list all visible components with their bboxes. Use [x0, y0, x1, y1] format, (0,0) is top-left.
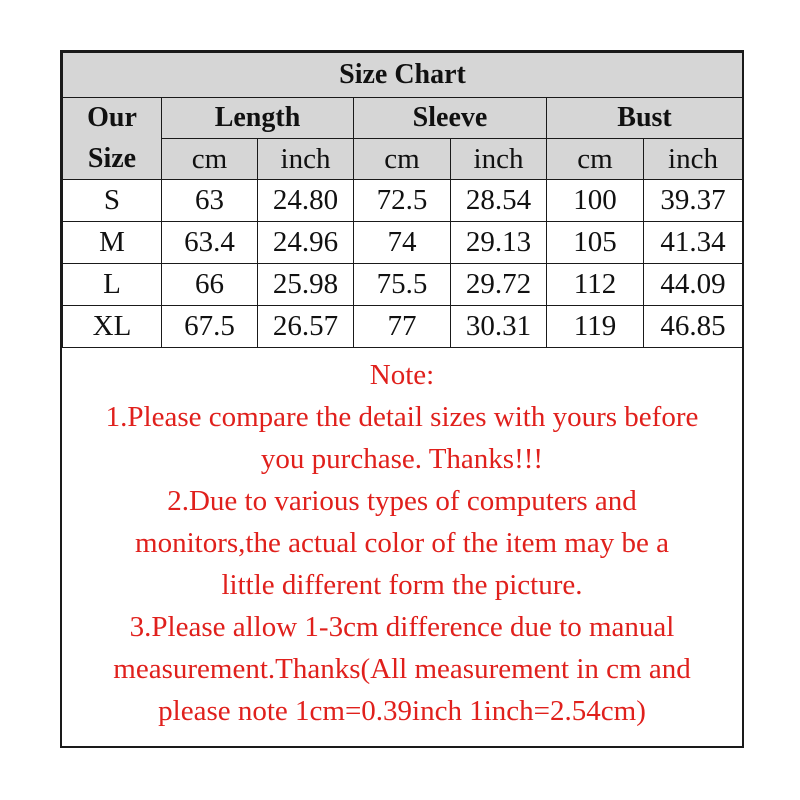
note-line: you purchase. Thanks!!! [260, 443, 544, 475]
note-line: 2.Due to various types of computers and [167, 485, 637, 517]
chart-title: Size Chart [63, 53, 743, 98]
size-cell: L [63, 264, 162, 306]
table-row [63, 264, 743, 306]
value-cell: 63 [162, 180, 258, 222]
note-line: measurement.Thanks(All measurement in cm and [113, 653, 691, 685]
bust-header: Bust [547, 98, 743, 139]
value-cell: 28.54 [451, 180, 547, 222]
unit-header: inch [258, 139, 354, 180]
value-cell: 26.57 [258, 306, 354, 348]
note-heading: Note: [369, 359, 435, 391]
size-cell: S [63, 180, 162, 222]
value-cell: 41.34 [644, 222, 743, 264]
value-cell: 67.5 [162, 306, 258, 348]
value-cell: 66 [162, 264, 258, 306]
value-cell: 24.80 [258, 180, 354, 222]
unit-header: inch [451, 139, 547, 180]
sleeve-header: Sleeve [354, 98, 547, 139]
note-line: please note 1cm=0.39inch 1inch=2.54cm) [158, 695, 646, 727]
value-cell: 72.5 [354, 180, 451, 222]
value-cell: 29.13 [451, 222, 547, 264]
note-line: 3.Please allow 1-3cm difference due to manual [129, 611, 675, 643]
our-size-header-line2: Size [63, 139, 162, 180]
value-cell: 77 [354, 306, 451, 348]
table-row [63, 306, 743, 348]
size-cell: M [63, 222, 162, 264]
our-size-header-line1: Our [63, 98, 162, 139]
value-cell: 39.37 [644, 180, 743, 222]
value-cell: 75.5 [354, 264, 451, 306]
value-cell: 44.09 [644, 264, 743, 306]
value-cell: 63.4 [162, 222, 258, 264]
unit-header: cm [354, 139, 451, 180]
length-header: Length [162, 98, 354, 139]
size-chart-frame [60, 50, 744, 748]
value-cell: 105 [547, 222, 644, 264]
value-cell: 74 [354, 222, 451, 264]
table-row [63, 180, 743, 222]
unit-header: cm [162, 139, 258, 180]
note-line: monitors,the actual color of the item may be a [135, 527, 669, 559]
unit-header: cm [547, 139, 644, 180]
value-cell: 25.98 [258, 264, 354, 306]
size-cell: XL [63, 306, 162, 348]
size-chart-table [62, 52, 743, 348]
table-row [63, 222, 743, 264]
value-cell: 29.72 [451, 264, 547, 306]
note-line: 1.Please compare the detail sizes with yours before [105, 401, 699, 433]
unit-header: inch [644, 139, 743, 180]
value-cell: 112 [547, 264, 644, 306]
value-cell: 46.85 [644, 306, 743, 348]
notes-section [62, 354, 742, 732]
value-cell: 24.96 [258, 222, 354, 264]
note-line: little different form the picture. [221, 569, 583, 601]
value-cell: 119 [547, 306, 644, 348]
value-cell: 100 [547, 180, 644, 222]
value-cell: 30.31 [451, 306, 547, 348]
